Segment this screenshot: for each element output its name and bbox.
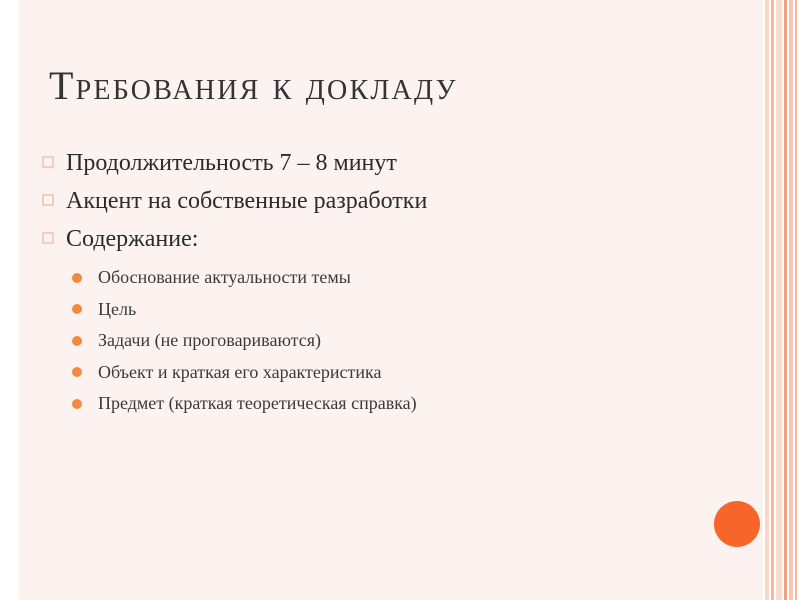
- sub-bullet-item: [72, 357, 742, 389]
- slide-title: Требования к докладу: [49, 63, 458, 108]
- sub-bullet-list: [72, 262, 742, 420]
- sub-bullet-item: [72, 325, 742, 357]
- orange-dot-icon: [72, 399, 82, 409]
- stripe: [765, 0, 769, 600]
- orange-dot-icon: [72, 304, 82, 314]
- stripe: [771, 0, 774, 600]
- sub-bullet-item: [72, 262, 742, 294]
- decorative-circle-icon: [714, 501, 760, 547]
- sub-bullet-item: [72, 294, 742, 326]
- sub-bullet-text: Задачи (не проговариваются): [98, 330, 321, 351]
- stripe: [789, 0, 793, 600]
- orange-dot-icon: [72, 273, 82, 283]
- decorative-stripes: [765, 0, 800, 600]
- bullet-item: [42, 182, 742, 220]
- stripe: [795, 0, 797, 600]
- bullet-item: [42, 220, 742, 258]
- stripe: [776, 0, 782, 600]
- bullet-item: [42, 144, 742, 182]
- sub-bullet-text: Обоснование актуальности темы: [98, 267, 351, 288]
- sub-bullet-text: Цель: [98, 298, 137, 319]
- bullet-marker-icon: [42, 227, 66, 251]
- sub-bullet-item: [72, 388, 742, 420]
- bullet-marker-icon: [42, 189, 66, 213]
- sub-bullet-text: Объект и краткая его характеристика: [98, 361, 382, 382]
- sub-bullet-container: [42, 262, 742, 420]
- bullet-text: Акцент на собственные разработки: [66, 187, 428, 214]
- orange-dot-icon: [72, 336, 82, 346]
- bullet-text: Продолжительность 7 – 8 минут: [66, 149, 397, 176]
- bullet-text: Содержание:: [66, 225, 199, 252]
- orange-dot-icon: [72, 367, 82, 377]
- stripe: [784, 0, 787, 600]
- bullet-marker-icon: [42, 151, 66, 175]
- bullet-list: [42, 144, 742, 420]
- sub-bullet-text: Предмет (краткая теоретическая справка): [98, 393, 417, 414]
